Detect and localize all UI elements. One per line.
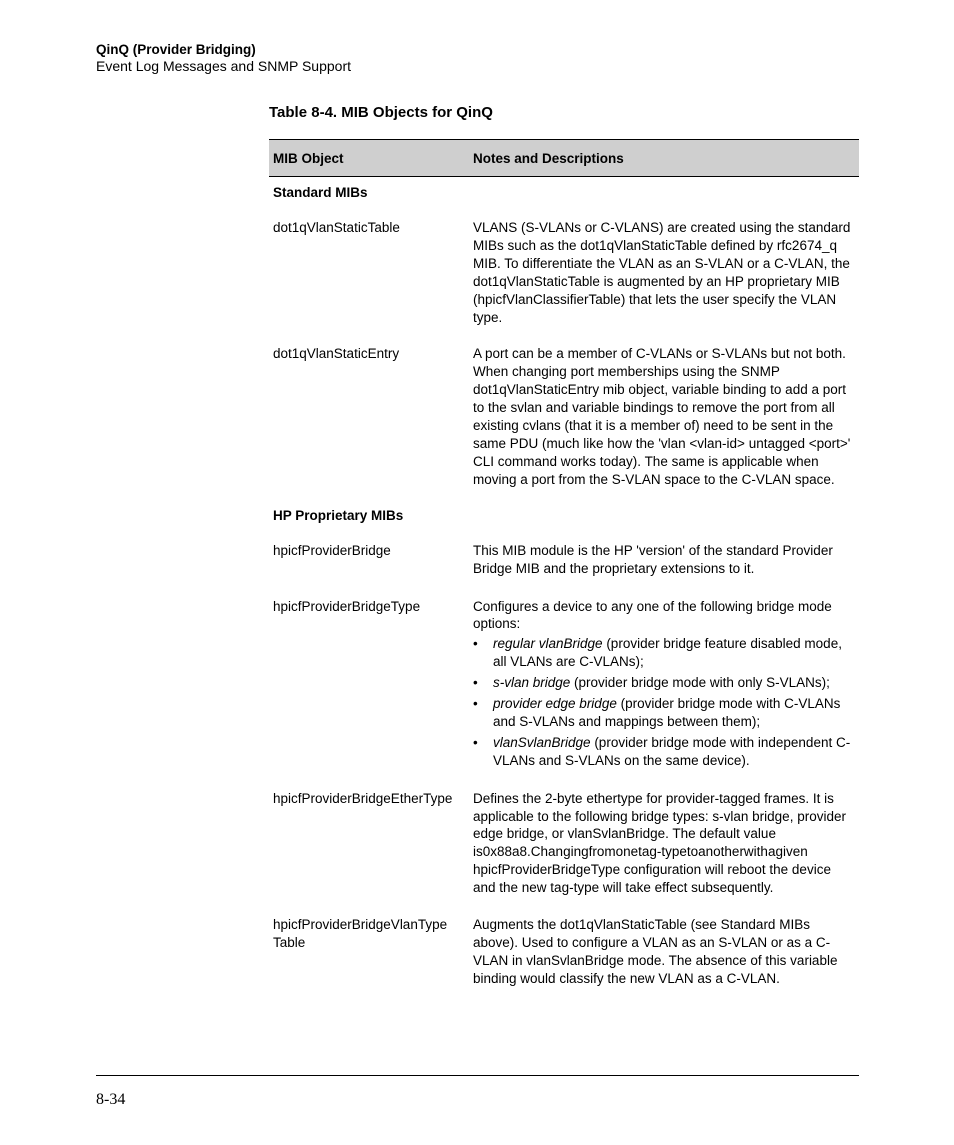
group-heading-standard: Standard MIBs <box>273 185 368 200</box>
option-text: (provider bridge mode with independent C-VLANs and S-VLANs on the same device). <box>493 734 851 768</box>
table-row <box>269 598 859 773</box>
mib-object-name: hpicfProviderBridgeEtherType <box>273 790 453 806</box>
table-caption: Table 8-4. MIB Objects for QinQ <box>269 104 493 121</box>
mib-object-description: VLANS (S-VLANs or C-VLANS) are created using the standard MIBs such as the dot1qVlanStaticTable defined by rfc2674_q MIB. To differentiate the VLAN as an S-VLAN or a C-VLAN, the dot1qVlanStaticTable is augmented by an HP proprietary MIB (hpicfVlanClassifierTable) that lets the user specify the VLAN type. <box>473 220 851 325</box>
option-term: s-vlan bridge <box>493 675 571 691</box>
mib-object-name: hpicfProviderBridgeType <box>273 598 421 614</box>
mib-object-description: Defines the 2-byte ethertype for provider-tagged frames. It is applicable to the following bridge types: s-vlan bridge, provider edge bridge, or vlanSvlanBridge. The default value is0x88a8.Changingfromonetag-typetoanotherwithagiven hpicfProviderBridgeType configuration will reboot the device and the new tag-type will take effect subsequently. <box>473 790 846 896</box>
bullet-icon: • <box>473 696 478 712</box>
column-header-mib-object: MIB Object <box>273 150 344 166</box>
bullet-icon: • <box>473 636 478 652</box>
section-title: Event Log Messages and SNMP Support <box>96 58 352 74</box>
page-number: 8-34 <box>96 1091 126 1108</box>
option-term: provider edge bridge <box>493 696 617 712</box>
mib-object-description: Configures a device to any one of the following bridge mode options: <box>473 598 832 632</box>
bullet-icon: • <box>473 675 478 691</box>
bullet-icon: • <box>473 734 478 750</box>
mib-object-description: Augments the dot1qVlanStaticTable (see Standard MIBs above). Used to configure a VLAN as an S-VLAN or as a C-VLAN in vlanSvlanBridge mode. The absence of this variable binding would classify the new VLAN as a C-VLAN. <box>473 917 838 986</box>
list-item <box>473 734 853 770</box>
chapter-title: QinQ (Provider Bridging) <box>96 42 256 57</box>
list-item <box>473 635 853 671</box>
option-text: (provider bridge mode with C-VLANs and S-VLANs and mappings between them); <box>493 696 841 729</box>
list-item <box>473 674 853 692</box>
list-item <box>473 695 853 731</box>
column-header-notes: Notes and Descriptions <box>473 150 624 166</box>
mib-object-name: hpicfProviderBridgeVlanType Table <box>273 917 448 950</box>
mib-object-name: dot1qVlanStaticTable <box>273 220 400 235</box>
option-text: (provider bridge mode with only S-VLANs); <box>570 675 830 691</box>
footer-divider <box>96 1075 859 1076</box>
table-row <box>269 542 859 578</box>
option-term: regular vlanBridge <box>493 636 603 652</box>
table-row <box>269 345 859 488</box>
option-text: (provider bridge feature disabled mode, all VLANs are C-VLANs); <box>493 636 842 670</box>
option-term: vlanSvlanBridge <box>493 734 591 750</box>
mib-object-name: hpicfProviderBridge <box>273 542 391 558</box>
running-header <box>96 41 351 75</box>
bridge-mode-options-list <box>473 635 853 769</box>
table-header-row <box>269 139 859 177</box>
mib-object-description: A port can be a member of C-VLANs or S-VLANs but not both. When changing port memberships using the SNMP dot1qVlanStaticEntry mib object, variable binding to add a port to the svlan and variable bindings to remove the port from all existing cvlans (that it is a member of) need to be sent in the same PDU (much like how the 'vlan <vlan-id> untagged <port>' CLI command works today). The same is applicable when moving a port from the S-VLAN space to the C-VLAN space. <box>473 346 851 487</box>
mib-object-name: dot1qVlanStaticEntry <box>273 346 400 362</box>
group-heading-proprietary: HP Proprietary MIBs <box>273 507 404 523</box>
table-row <box>269 219 859 326</box>
table-row <box>269 916 859 988</box>
table-row <box>269 790 859 897</box>
mib-objects-table <box>269 139 859 988</box>
mib-object-description: This MIB module is the HP 'version' of the standard Provider Bridge MIB and the proprietary extensions to it. <box>473 542 833 576</box>
mib-object-description-block <box>473 598 859 773</box>
